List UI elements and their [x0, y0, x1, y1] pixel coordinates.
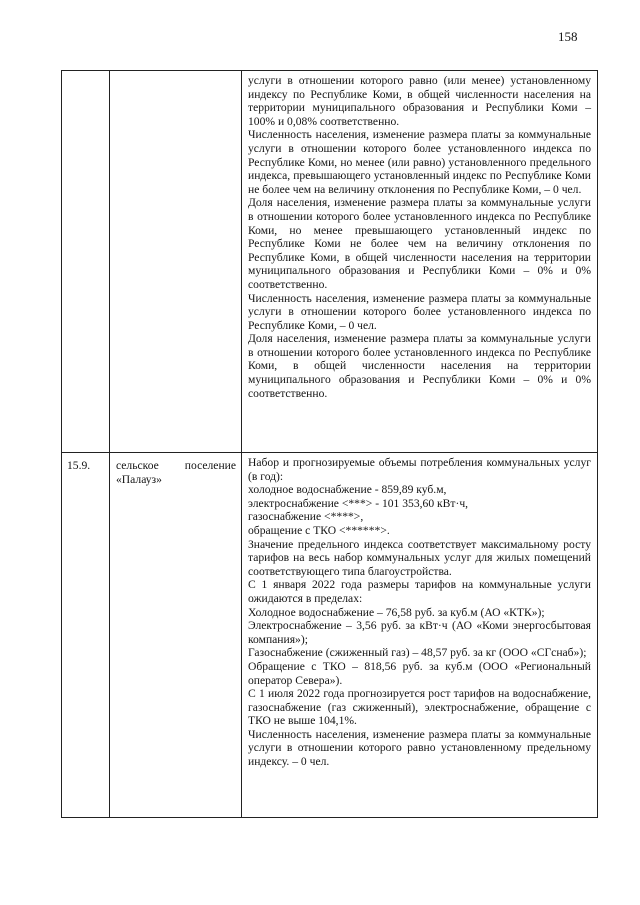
content-paragraph: Газоснабжение (сжиженный газ) – 48,57 руб. за кг (ООО «СГснаб»);: [248, 646, 587, 660]
content-paragraph: электроснабжение <***> - 101 353,60 кВт·ч,: [248, 496, 469, 510]
table-row: [62, 71, 598, 453]
content-paragraph: холодное водоснабжение - 859,89 куб.м,: [248, 483, 447, 497]
content-paragraph: Обращение с ТКО – 818,56 руб. за куб.м (ООО «Региональный оператор Севера»).: [248, 659, 591, 687]
table-row: [62, 453, 598, 818]
settlement-name: сельское поселение «Палауз»: [110, 453, 242, 818]
row-content: [242, 453, 598, 818]
document-table: [61, 70, 598, 818]
content-paragraph: газоснабжение <****>,: [248, 510, 364, 524]
row-number: 15.9.: [62, 453, 110, 818]
content-paragraph: Холодное водоснабжение – 76,58 руб. за куб.м (АО «КТК»);: [248, 605, 545, 619]
content-paragraph: Доля населения, изменение размера платы за коммунальные услуги в отношении которого более установленного индекса по Республике Коми, но менее превышающего установленный индекс по Республике Коми не более чем на величину отклонения по Республике Коми, в общей численности населения на территории муниципального образования и Республики Коми – 0% и 0% соответственно.: [248, 196, 591, 291]
settlement-name: [110, 71, 242, 453]
row-number: [62, 71, 110, 453]
content-paragraph: Численность населения, изменение размера платы за коммунальные услуги в отношении которого более установленного индекса по Республике Коми, – 0 чел.: [248, 291, 591, 332]
content-paragraph: С 1 января 2022 года размеры тарифов на коммунальные услуги ожидаются в пределах:: [248, 578, 591, 605]
content-paragraph: обращение с ТКО <******>.: [248, 523, 390, 537]
content-paragraph: Набор и прогнозируемые объемы потребления коммунальных услуг (в год):: [248, 456, 591, 483]
content-paragraph: Значение предельного индекса соответствует максимальному росту тарифов на весь набор коммунальных услуг для жилых помещений соответствующего типа благоустройства.: [248, 537, 591, 578]
content-paragraph: услуги в отношении которого равно (или менее) установленному индексу по Республике Коми, в общей численности населения на территории муниципального образования и Республики Коми – 100% и 0,08% соответственно.: [248, 74, 591, 128]
row-content: [242, 71, 598, 453]
content-paragraph: Численность населения, изменение размера платы за коммунальные услуги в отношении которого равно установленному предельному индексу. – 0 чел.: [248, 727, 591, 769]
content-paragraph: С 1 июля 2022 года прогнозируется рост тарифов на водоснабжение, газоснабжение (газ сжиженный), электроснабжение, обращение с ТКО не выше 104,1%.: [248, 687, 591, 728]
content-paragraph: Численность населения, изменение размера платы за коммунальные услуги в отношении которого более установленного индекса по Республике Коми, но менее (или равно) установленного предельного индекса, превышающего установленный индекс по Республике Коми не более чем на величину отклонения по Республике Коми, – 0 чел.: [248, 128, 591, 196]
page-number: 158: [558, 29, 578, 44]
content-paragraph: Доля населения, изменение размера платы за коммунальные услуги в отношении которого более установленного индекса по Республике Коми, в общей численности населения на территории муниципального образования и Республики Коми – 0% и 0% соответственно.: [248, 332, 591, 400]
content-paragraph: Электроснабжение – 3,56 руб. за кВт·ч (АО «Коми энергосбытовая компания»);: [248, 619, 591, 646]
